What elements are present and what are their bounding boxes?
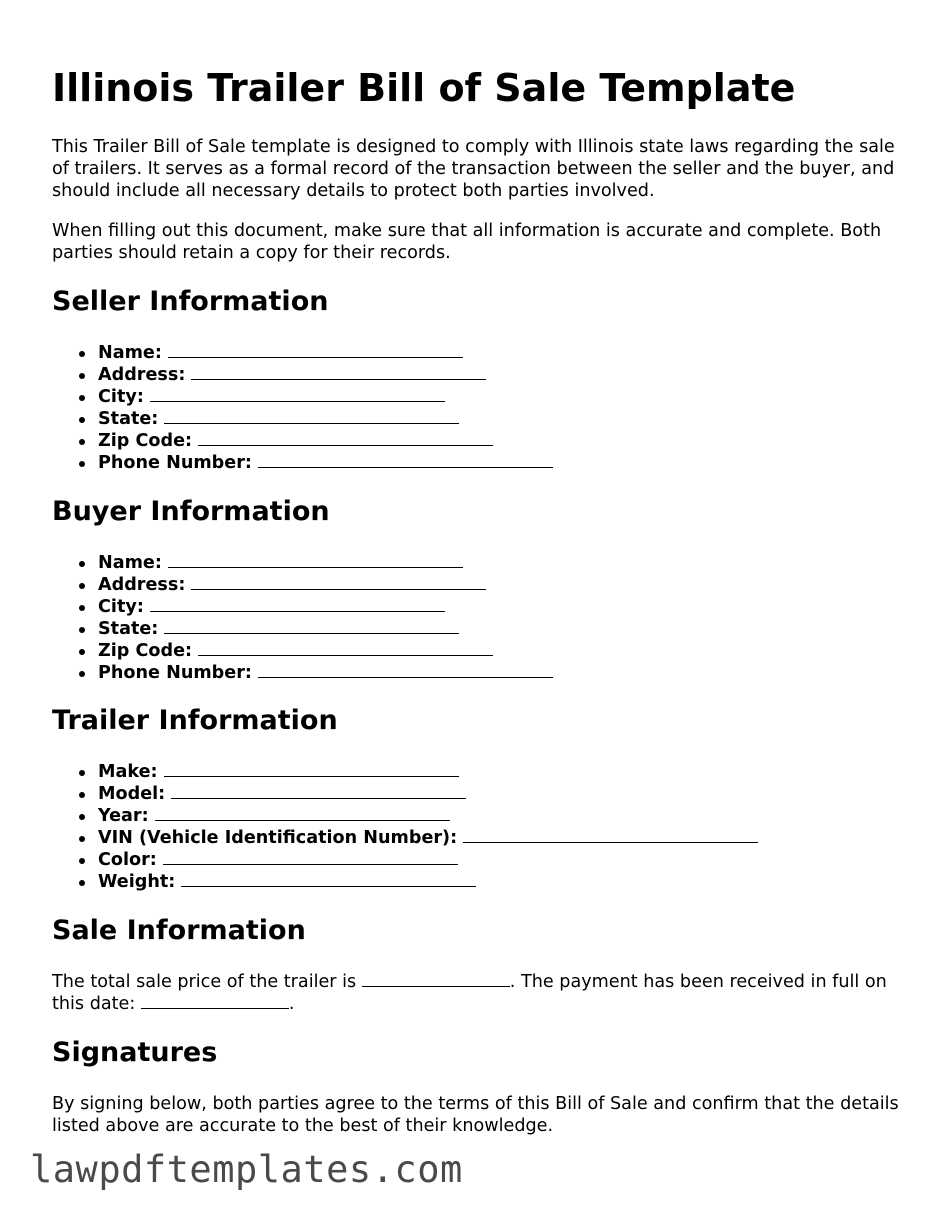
- blank-line: [171, 783, 466, 799]
- field-label: State:: [98, 409, 159, 429]
- seller-heading: Seller Information: [52, 286, 329, 317]
- field-label: Color:: [98, 850, 157, 870]
- seller-field: [52, 386, 553, 408]
- field-label: Zip Code:: [98, 641, 193, 661]
- field-label: Phone Number:: [98, 453, 252, 473]
- signatures-heading: Signatures: [52, 1037, 218, 1068]
- seller-field: [52, 430, 553, 452]
- trailer-field: [52, 849, 758, 871]
- field-label: Phone Number:: [98, 663, 252, 683]
- trailer-field: [52, 827, 758, 849]
- field-label: Weight:: [98, 872, 176, 892]
- blank-line: [168, 552, 463, 568]
- blank-line: [150, 386, 445, 402]
- seller-field: [52, 408, 553, 430]
- blank-line: [463, 827, 758, 843]
- blank-line: [181, 871, 476, 887]
- field-label: State:: [98, 619, 159, 639]
- field-label: Name:: [98, 553, 162, 573]
- trailer-field: [52, 805, 758, 827]
- buyer-field: [52, 662, 553, 684]
- sale-price-blank: [362, 971, 510, 987]
- buyer-field: [52, 596, 553, 618]
- blank-line: [164, 618, 459, 634]
- blank-line: [164, 408, 459, 424]
- blank-line: [258, 662, 553, 678]
- blank-line: [155, 805, 450, 821]
- field-label: Address:: [98, 365, 186, 385]
- sale-text-1: The total sale price of the trailer is: [52, 972, 357, 992]
- sale-text-2: . The payment has been received in full on this date:: [52, 972, 887, 1014]
- blank-line: [191, 574, 486, 590]
- sale-heading: Sale Information: [52, 915, 306, 946]
- trailer-field: [52, 871, 758, 893]
- signatures-paragraph: By signing below, both parties agree to the terms of this Bill of Sale and confirm that the details listed above are accurate to the best of their knowledge.: [52, 1094, 899, 1136]
- buyer-field: [52, 618, 553, 640]
- intro-paragraph-2: When filling out this document, make sure that all information is accurate and complete. Both parties should retain a copy for their records.: [52, 221, 882, 263]
- blank-line: [198, 640, 493, 656]
- buyer-field: [52, 552, 553, 574]
- page-title: Illinois Trailer Bill of Sale Template: [52, 66, 796, 110]
- blank-line: [164, 761, 459, 777]
- buyer-field: [52, 640, 553, 662]
- blank-line: [198, 430, 493, 446]
- trailer-heading: Trailer Information: [52, 705, 338, 736]
- blank-line: [163, 849, 458, 865]
- field-label: Make:: [98, 762, 158, 782]
- field-label: Zip Code:: [98, 431, 193, 451]
- seller-field: [52, 364, 553, 386]
- watermark-text: lawpdftemplates.com: [30, 1148, 463, 1191]
- blank-line: [191, 364, 486, 380]
- field-label: VIN (Vehicle Identification Number):: [98, 828, 458, 848]
- buyer-field-list: [52, 552, 553, 684]
- buyer-heading: Buyer Information: [52, 496, 330, 527]
- field-label: Year:: [98, 806, 149, 826]
- trailer-field: [52, 783, 758, 805]
- sale-paragraph: [52, 971, 902, 1015]
- blank-line: [168, 342, 463, 358]
- seller-field: [52, 342, 553, 364]
- intro-paragraph-1: This Trailer Bill of Sale template is designed to comply with Illinois state laws regarding the sale of trailers. It serves as a formal record of the transaction between the seller and the buyer, and should include all necessary details to protect both parties involved.: [52, 137, 895, 201]
- trailer-field-list: [52, 761, 758, 893]
- blank-line: [258, 452, 553, 468]
- seller-field: [52, 452, 553, 474]
- field-label: Model:: [98, 784, 166, 804]
- buyer-field: [52, 574, 553, 596]
- field-label: City:: [98, 597, 144, 617]
- field-label: City:: [98, 387, 144, 407]
- field-label: Address:: [98, 575, 186, 595]
- field-label: Name:: [98, 343, 162, 363]
- sale-date-blank: [141, 993, 289, 1009]
- trailer-field: [52, 761, 758, 783]
- seller-field-list: [52, 342, 553, 474]
- sale-text-3: .: [288, 994, 295, 1014]
- blank-line: [150, 596, 445, 612]
